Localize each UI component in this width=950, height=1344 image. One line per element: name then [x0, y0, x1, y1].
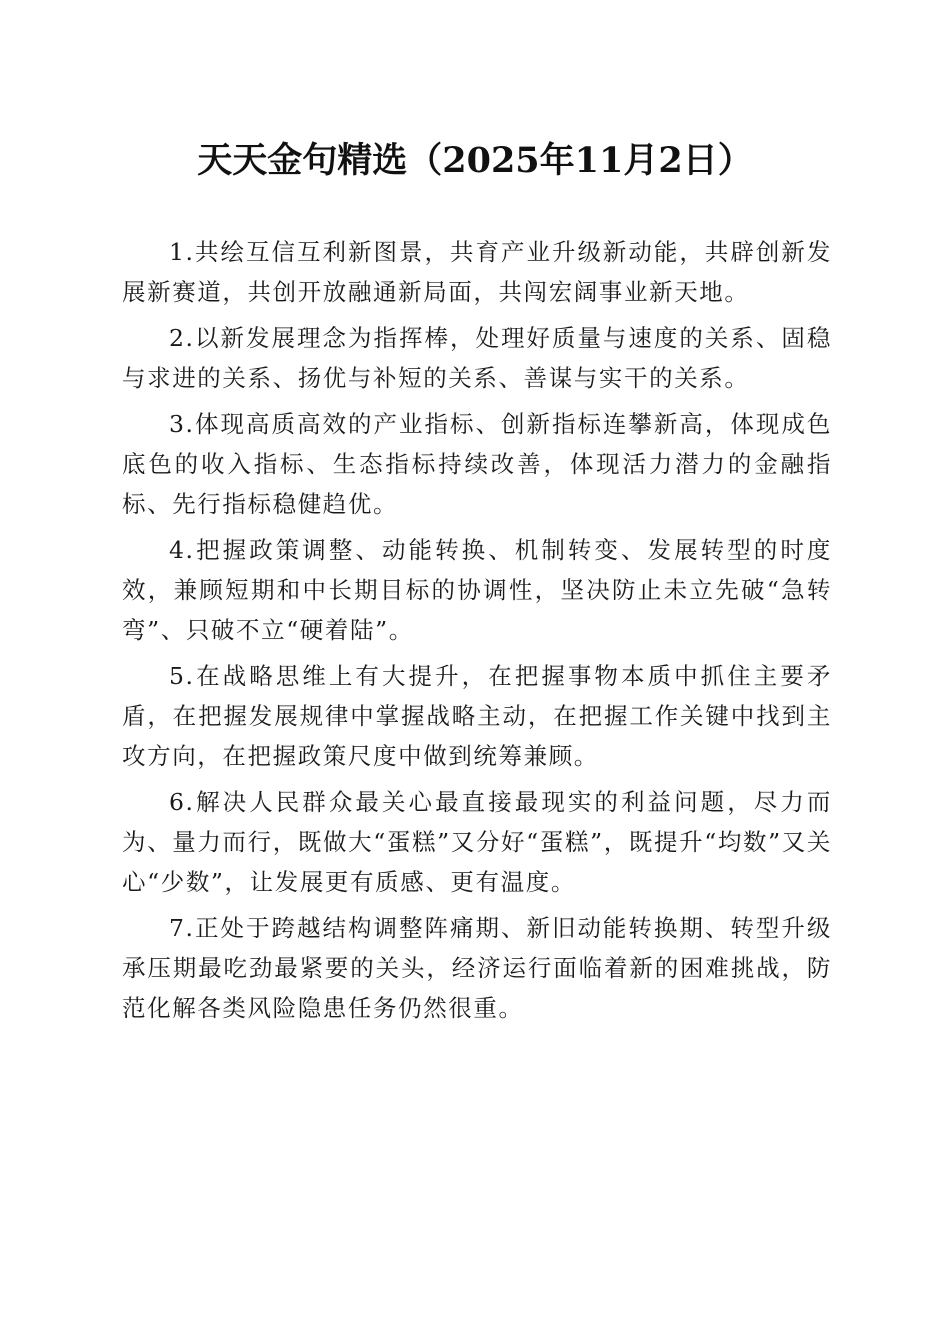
paragraph-1: 1.共绘互信互利新图景，共育产业升级新动能，共辟创新发展新赛道，共创开放融通新局面，共闯宏阔事业新天地。 — [122, 238, 832, 306]
document-title: 天天金句精选（2025年11月2日） — [197, 140, 753, 181]
document-body — [122, 232, 832, 1034]
paragraph-6: 6.解决人民群众最关心最直接最现实的利益问题，尽力而为、量力而行，既做大“蛋糕”又分好“蛋糕”，既提升“均数”又关心“少数”，让发展更有质感、更有温度。 — [122, 788, 832, 896]
paragraph-2: 2.以新发展理念为指挥棒，处理好质量与速度的关系、固稳与求进的关系、扬优与补短的关系、善谋与实干的关系。 — [122, 324, 832, 392]
paragraph-4: 4.把握政策调整、动能转换、机制转变、发展转型的时度效，兼顾短期和中长期目标的协调性，坚决防止未立先破“急转弯”、只破不立“硬着陆”。 — [122, 536, 832, 644]
paragraph-7: 7.正处于跨越结构调整阵痛期、新旧动能转换期、转型升级承压期最吃劲最紧要的关头，经济运行面临着新的困难挑战，防范化解各类风险隐患任务仍然很重。 — [122, 914, 832, 1022]
paragraph-5: 5.在战略思维上有大提升，在把握事物本质中抓住主要矛盾，在把握发展规律中掌握战略主动，在把握工作关键中找到主攻方向，在把握政策尺度中做到统筹兼顾。 — [122, 662, 832, 770]
paragraph-3: 3.体现高质高效的产业指标、创新指标连攀新高，体现成色底色的收入指标、生态指标持续改善，体现活力潜力的金融指标、先行指标稳健趋优。 — [122, 410, 832, 518]
